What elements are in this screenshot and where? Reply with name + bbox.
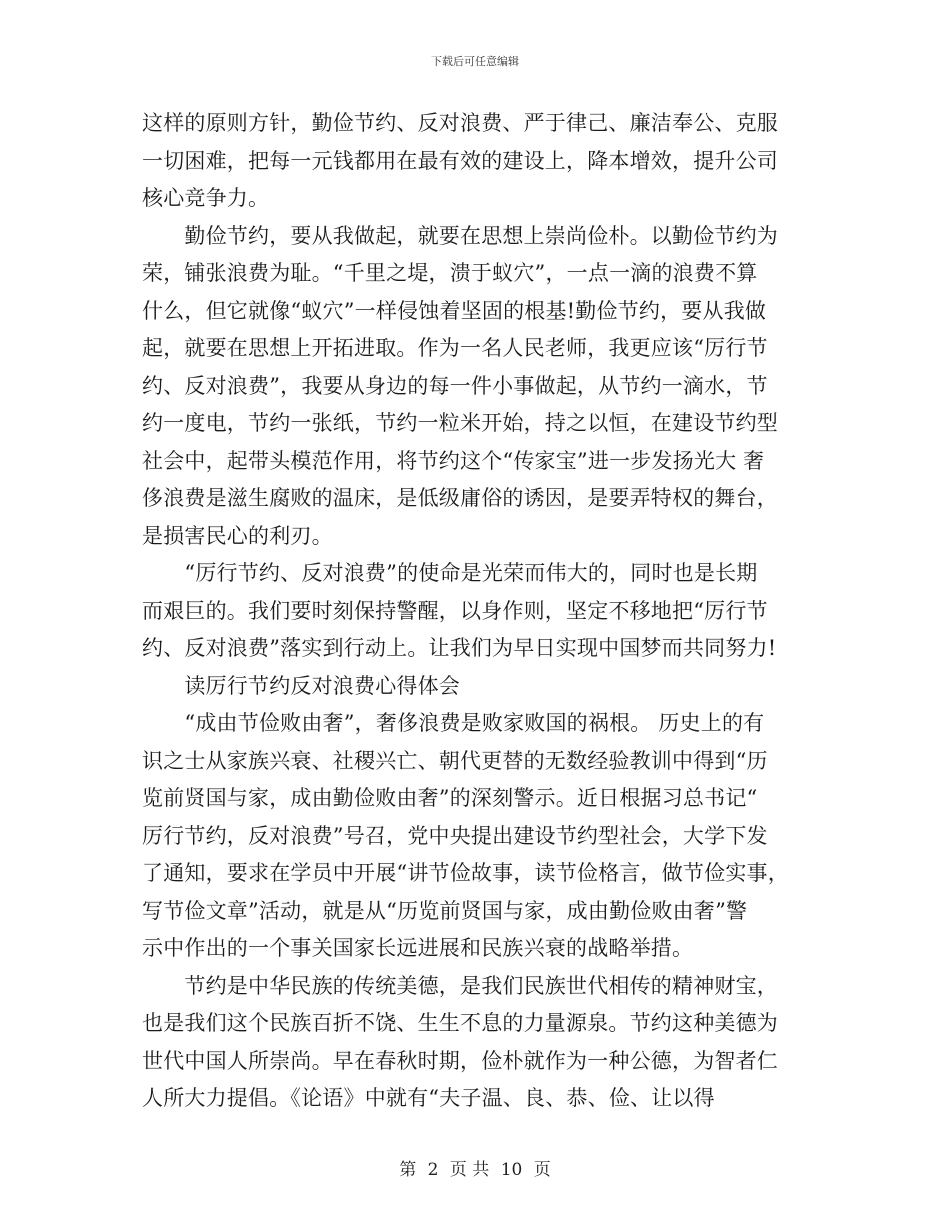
- text-line: 这样的原则方针，勤俭节约、反对浪费、严于律己、廉洁奉公、克服: [142, 111, 778, 135]
- text-line: 世代中国人所崇尚。早在春秋时期，俭朴就作为一种公德，为智者仁: [142, 1048, 778, 1073]
- text-line: 勤俭节约，要从我做起，就要在思想上崇尚俭朴。以勤俭节约为: [142, 223, 778, 248]
- text-line: 示中作出的一个事关国家长远进展和民族兴衰的战略举措。: [142, 936, 694, 960]
- text-line: 厉行节约，反对浪费”号召，党中央提出建设节约型社会，大学下发: [142, 823, 768, 848]
- text-line: 约、反对浪费”，我要从身边的每一件小事做起，从节约一滴水，节: [142, 373, 768, 398]
- total-pages: 10: [500, 1160, 523, 1180]
- text-line: 荣，铺张浪费为耻。“千里之堤，溃于蚁穴”，一点一滴的浪费不算: [142, 261, 758, 285]
- page-number: 2: [427, 1160, 439, 1180]
- footer-mid: 页 共: [449, 1160, 490, 1180]
- page-header: 下载后可任意编辑: [431, 55, 519, 68]
- text-line: “成由节俭败由奢”，奢侈浪费是败家败国的祸根。 历史上的有: [142, 711, 765, 735]
- footer-prefix: 第: [399, 1160, 417, 1180]
- text-line: 是损害民心的利刃。: [142, 523, 333, 548]
- page-footer: [0, 1155, 950, 1180]
- text-line: 一切困难，把每一元钱都用在最有效的建设上，降本增效，提升公司: [142, 148, 778, 173]
- text-line: 人所大力提倡。《论语》中就有“夫子温、良、恭、俭、让以得: [142, 1086, 715, 1110]
- section-heading: 读厉行节约反对浪费心得体会: [142, 673, 460, 698]
- text-line: 写节俭文章”活动，就是从“历览前贤国与家，成由勤俭败由奢”警: [142, 898, 748, 923]
- text-line: “厉行节约、反对浪费”的使命是光荣而伟大的，同时也是长期: [142, 561, 758, 585]
- text-line: 侈浪费是滋生腐败的温床，是低级庸俗的诱因，是要弄特权的舞台，: [142, 486, 778, 510]
- text-line: 了通知，要求在学员中开展“讲节俭故事，读节俭格言，做节俭实事，: [142, 861, 789, 885]
- text-line: 什么，但它就像“蚁穴”一样侵蚀着坚固的根基!勤俭节约，要从我做: [142, 298, 767, 323]
- text-line: 社会中，起带头模范作用，将节约这个“传家宝”进一步发扬光大 奢: [142, 448, 765, 473]
- text-line: 节约是中华民族的传统美德，是我们民族世代相传的精神财宝，: [142, 973, 778, 998]
- text-line: 览前贤国与家，成由勤俭败由奢”的深刻警示。近日根据习总书记“: [142, 786, 758, 810]
- text-line: 而艰巨的。我们要时刻保持警醒，以身作则，坚定不移地把“厉行节: [142, 598, 768, 623]
- footer-suffix: 页: [533, 1160, 551, 1180]
- text-line: 核心竞争力。: [142, 186, 270, 210]
- text-line: 约、反对浪费”落实到行动上。让我们为早日实现中国梦而共同努力!: [142, 636, 777, 660]
- document-body: [142, 105, 810, 1118]
- text-line: 识之士从家族兴衰、社稷兴亡、朝代更替的无数经验教训中得到“历: [142, 748, 768, 773]
- text-line: 起，就要在思想上开拓进取。作为一名人民老师，我更应该“厉行节: [142, 336, 768, 360]
- text-line: 约一度电，节约一张纸，节约一粒米开始，持之以恒，在建设节约型: [142, 411, 778, 435]
- text-line: 也是我们这个民族百折不饶、生生不息的力量源泉。节约这种美德为: [142, 1011, 778, 1035]
